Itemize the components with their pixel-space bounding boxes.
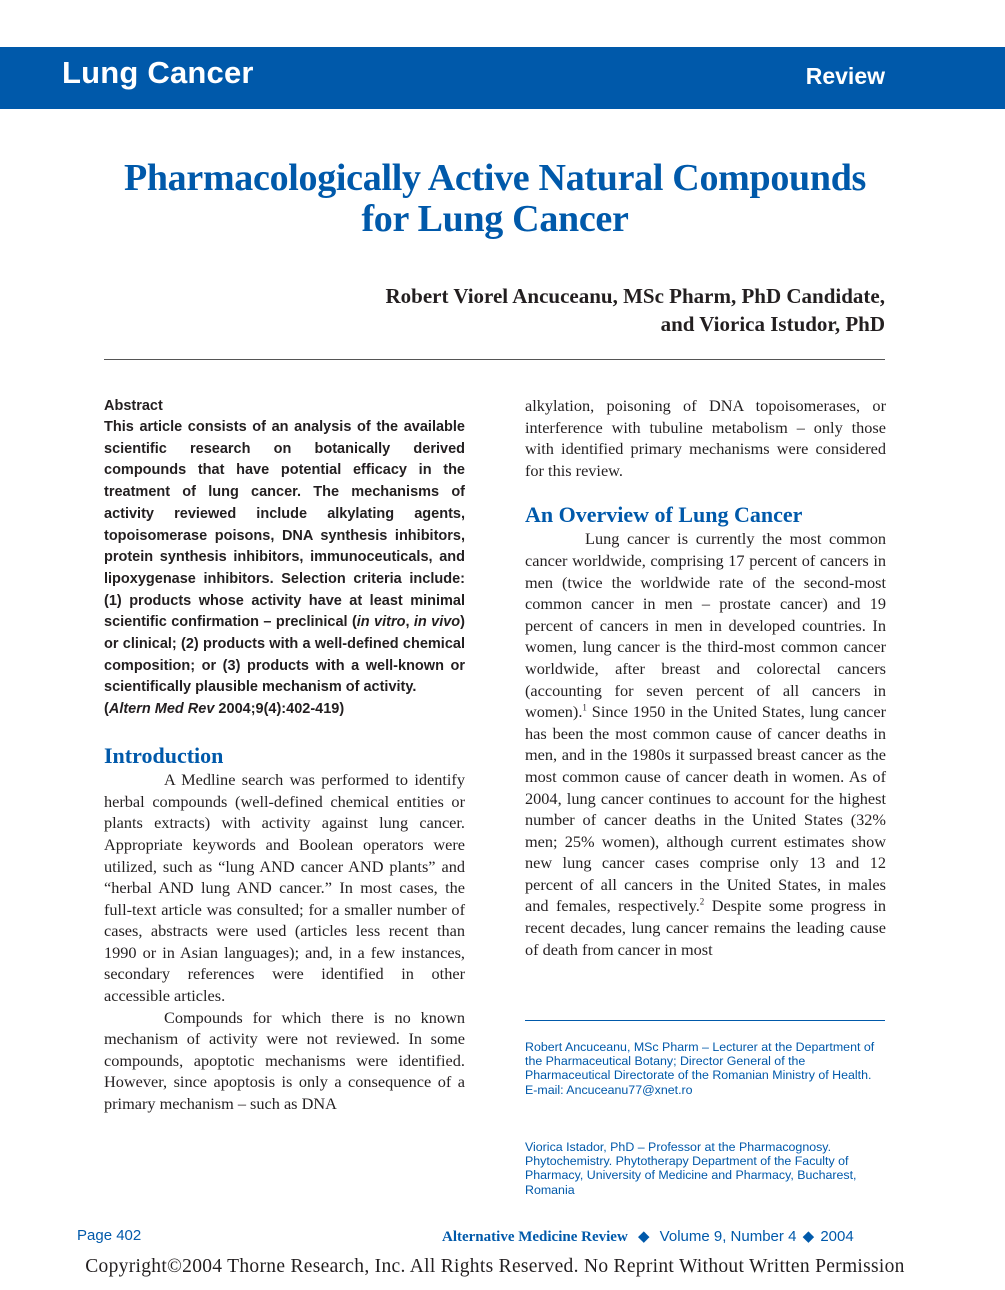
abstract-text <box>104 417 465 699</box>
abstract-comma: , <box>405 614 414 631</box>
title-line-1: Pharmacologically Active Natural Compounds <box>123 157 867 199</box>
introduction-para-2-continued: alkylation, poisoning of DNA topoisomerases, or interference with tubuline metabolism – only those with identified primary mechanisms were considered for this review. <box>525 396 886 480</box>
diamond-icon: ◆ <box>637 1228 650 1245</box>
overview-text-c: Despite some progress in recent decades, lung cancer remains the leading cause of death from cancer in most <box>525 896 887 959</box>
banner-title: Lung Cancer <box>62 55 254 90</box>
citation-rest: 2004;9(4):402-419) <box>214 701 345 718</box>
overview-paragraph <box>525 528 886 960</box>
citation-open: ( <box>104 701 109 718</box>
abstract-text-b: ) or clinical; (2) products with a well-defined chemical composition; or (3) products with a well-known or scientifically plausible mechanism of activity. <box>104 614 465 696</box>
authors-line-1: Robert Viorel Ancuceanu, MSc Pharm, PhD Candidate, <box>385 284 885 308</box>
journal-footer <box>442 1227 854 1246</box>
abstract-in-vitro: in vitro <box>356 614 406 631</box>
abstract-text-a: This article consists of an analysis of the available scientific research on botanically derived compounds that have potential efficacy in the treatment of lung cancer. The mechanisms of activity reviewed include alkylating agents, topoisomerase poisons, DNA synthesis inhibitors, protein synthesis inhibitors, immunoceuticals, and lipoxygenase inhibitors. Selection criteria include: (1) products whose activity have at least minimal scientific confirmation – preclinical ( <box>104 419 465 631</box>
author-1-affiliation: Robert Ancuceanu, MSc Pharm – Lecturer at the Department of the Pharmaceutical Botany; Director General of the Pharmaceutical Directorate of the Romanian Ministry of Health. <box>525 1040 875 1083</box>
footer-volume: Volume 9, Number 4 <box>659 1228 797 1245</box>
page-number: Page 402 <box>77 1227 142 1244</box>
abstract-in-vivo: in vivo <box>413 614 461 631</box>
reference-1[interactable]: 1 <box>582 702 587 713</box>
overview-text-a: Lung cancer is currently the most common cancer worldwide, comprising 17 percent of cancers in men (twice the worldwide rate of the second-most common cancer in men – prostate cancer) and 19 percent of cancers in men in developed countries. In women, lung cancer is the third-most common cancer worldwide, after breast and colorectal cancers (accounting for seven percent of all cancers in women). <box>525 529 886 722</box>
reference-2[interactable]: 2 <box>699 897 705 908</box>
abstract-heading: Abstract <box>104 398 163 414</box>
footer-journal: Alternative Medicine Review <box>442 1229 628 1245</box>
overview-heading: An Overview of Lung Cancer <box>525 502 803 528</box>
footer-year: 2004 <box>820 1228 854 1245</box>
title-line-2: for Lung Cancer <box>361 198 629 240</box>
author-1-note <box>525 1040 887 1097</box>
authors-line-2: and Viorica Istudor, PhD <box>660 312 885 336</box>
overview-text-b: Since 1950 in the United States, lung cancer has been the most common cause of cancer deaths in men, and in the 1980s it surpassed breast cancer as the most common cause of cancer death in women. As of 2004, lung cancer continues to account for the highest number of cancer deaths in the United States (32% men; 25% women), although current estimates show new lung cancer cases comprise only 13 and 12 percent of all cancers in the United States, in males and females, respectively. <box>525 702 886 916</box>
diamond-icon: ◆ <box>802 1228 815 1245</box>
introduction-para-1: A Medline search was performed to identify herbal compounds (well-defined chemical entities or plants extracts) with activity against lung cancer. Appropriate keywords and Boolean operators were utilized, such as “lung AND cancer AND plants” and “herbal AND lung AND cancer.” In most cases, the full-text article was consulted; for a smaller number of cases, abstracts were used (articles less recent than 1990 or in Asian languages); and, in a few instances, secondary references were identified in other accessible articles. <box>104 770 465 1006</box>
header-divider <box>104 359 885 360</box>
author-2-note: Viorica Istador, PhD – Professor at the Pharmacognosy. Phytochemistry. Phytotherapy Department of the Faculty of Pharmacy, University of Medicine and Pharmacy, Bucharest, Romania <box>525 1140 857 1197</box>
author-1-email[interactable]: E-mail: Ancuceanu77@xnet.ro <box>525 1082 693 1097</box>
introduction-heading: Introduction <box>104 743 224 769</box>
citation-journal: Altern Med Rev <box>108 701 215 718</box>
copyright-notice: Copyright©2004 Thorne Research, Inc. All Rights Reserved. No Reprint Without Written Permission <box>85 1256 905 1277</box>
article-title <box>60 158 930 240</box>
right-column <box>525 395 886 960</box>
left-column <box>104 396 465 1115</box>
authors <box>300 282 885 338</box>
citation <box>104 699 465 720</box>
section-banner <box>0 47 1005 109</box>
footnote-divider <box>525 1020 885 1021</box>
banner-section-label: Review <box>805 63 885 89</box>
introduction-para-2: Compounds for which there is no known mechanism of activity were not reviewed. In some compounds, apoptotic mechanisms were identified. However, since apoptosis is only a consequence of a primary mechanism – such as DNA <box>104 1007 465 1114</box>
